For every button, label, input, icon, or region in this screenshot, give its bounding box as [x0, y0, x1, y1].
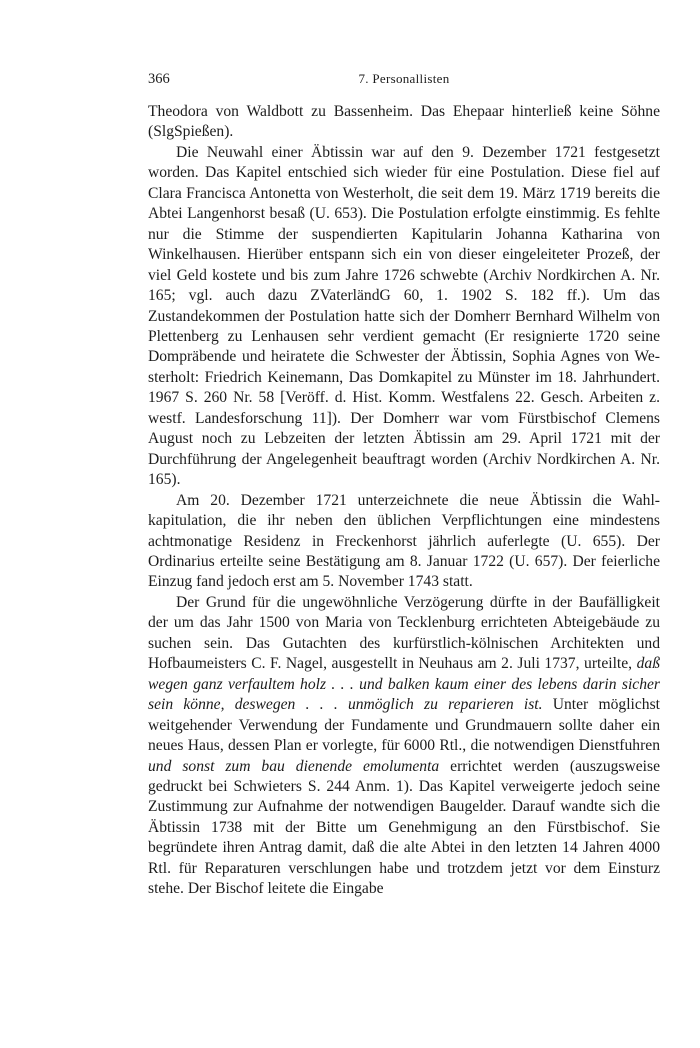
text-segment: Der Grund für die ungewöhnliche Verzögerung dürfte in der Baufälligkeit der um das Jahr 1500 von Maria von Tecklenburg errichteten Abteigebäude zu suchen sein. Das Gutachten des kurfürstlich-kölnischen Architekten und Hofbaumeisters C. F. Nagel, ausgestellt in Neuhaus am 2. Juli 1737, urteilte, [148, 593, 660, 673]
text-segment: Theodora von Waldbott zu Bassenheim. Das Ehepaar hinterließ keine Söhne (SlgSpießen). [148, 103, 660, 141]
text-segment: Am 20. Dezember 1721 unterzeichnete die neue Äbtissin die Wahlkapitulation, die ihr neben den üblichen Verpflichtungen eine mindestens achtmonatige Residenz in Freckenhorst jährlich auferlegte (U. 655). Der Ordinarius erteilte seine Bestätigung am 8. Januar 1722 (U. 657). Der feierliche Einzug fand jedoch erst am 5. November 1743 statt. [148, 491, 660, 591]
paragraph [148, 491, 660, 593]
paragraph [148, 143, 660, 491]
page-header [148, 68, 660, 90]
paragraph [148, 102, 660, 143]
text-segment: Unter möglichst weitgehender Verwendung der Fundamente und Grundmauern sollte daher ein neues Haus, dessen Plan er vorlegte, für 6000 Rtl., die notwendigen Dienstfuhren [148, 696, 660, 755]
text-segment: Die Neuwahl einer Äbtissin war auf den 9. Dezember 1721 festgesetzt worden. Das Kapitel entschied sich wieder für eine Postulation. Diese fiel auf Clara Francisca Antonetta von Westerholt, die seit dem 19. März 1719 bereits die Abtei Langenhorst besaß (U. 653). Die Postulation erfolgte einstimmig. Es fehlte nur die Stimme der suspendierten Kapitularin Johanna Katharina von Winkelhausen. Hierüber entspann sich ein von dieser eingeleiteter Prozeß, der viel Geld kostete und bis zum Jahre 1726 schwebte (Archiv Nordkirchen A. Nr. 165; vgl. auch dazu ZVaterländG 60, 1. 1902 S. 182 ff.). Um das Zustandekommen der Postulation hatte sich der Domherr Bernhard Wilhelm von Plettenberg zu Lenhausen sehr verdient gemacht (Er resignierte 1720 seine Dompräbende und heiratete die Schwester der Äbtissin, Sophia Agnes von Westerholt: Friedrich Keinemann, Das Domkapitel zu Münster im 18. Jahrhundert. 1967 S. 260 Nr. 58 [Veröff. d. Hist. Komm. Westfalens 22. Gesch. Arbeiten z. westf. Landesforschung 11]). Der Domherr war vom Fürstbischof Clemens August noch zu Lebzeiten der letzten Äbtissin am 29. April 1721 mit der Durchführung der Angelegenheit beauftragt worden (Archiv Nordkirchen A. Nr. 165). [148, 143, 660, 489]
italic-quotation: daß wegen ganz verfaultem holz . . . und balken kaum einer des lebens darin sicher sein könne, deswegen . . . unmöglich zu reparieren ist. [148, 655, 660, 714]
body-text [148, 102, 660, 900]
paragraph [148, 593, 660, 900]
page-number: 366 [148, 71, 170, 87]
text-segment: errichtet werden (auszugsweise gedruckt bei Schwieters S. 244 Anm. 1). Das Kapitel verweigerte jedoch seine Zustimmung zur Aufnahme der notwendigen Baugelder. Darauf wandte sich die Äbtissin 1738 mit der Bitte um Genehmigung an den Fürstbischof. Sie begründete ihren Antrag damit, daß die alte Abtei in den letzten 14 Jahren 4000 Rtl. für Reparaturen verschlungen habe und trotzdem jetzt vor dem Einsturz stehe. Der Bischof leitete die Eingabe [148, 757, 660, 898]
italic-quotation: und sonst zum bau dienende emolumenta [148, 757, 440, 775]
running-head: 7. Personallisten [358, 71, 450, 86]
